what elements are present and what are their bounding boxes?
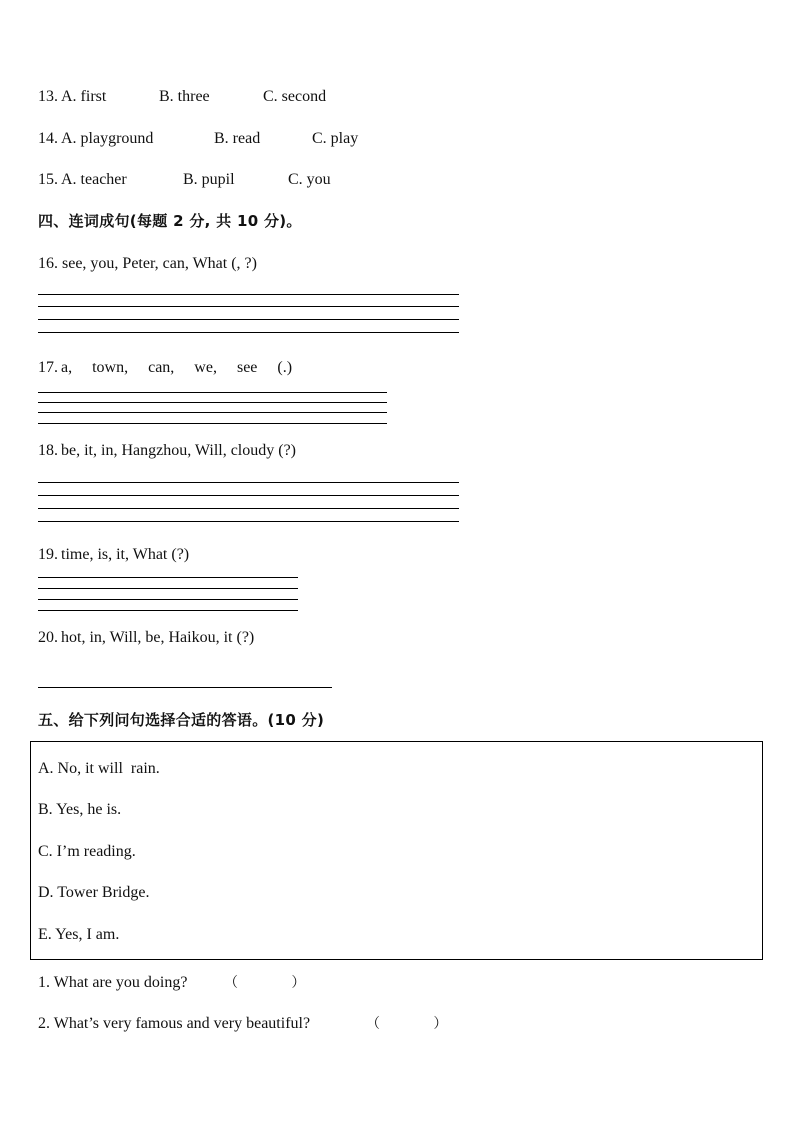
choice-c: C. I’m reading.	[38, 843, 136, 860]
section-4-title: 四、连词成句(每题 2 分, 共 10 分)。	[38, 212, 302, 230]
item-number: 20.	[38, 629, 58, 646]
item-number: 17.	[38, 359, 58, 376]
answer-line[interactable]	[38, 319, 459, 320]
word-list: time, is, it, What (?)	[61, 546, 190, 563]
option-a: A. playground	[61, 130, 154, 147]
answer-blank[interactable]: （ ）	[366, 1016, 448, 1032]
answer-line[interactable]	[38, 423, 387, 424]
question-text: 2. What’s very famous and very beautiful?	[38, 1015, 311, 1032]
answer-line[interactable]	[38, 687, 332, 688]
choice-b: B. Yes, he is.	[38, 801, 122, 818]
word-list: be, it, in, Hangzhou, Will, cloudy (?)	[61, 442, 297, 459]
item-number: 14.	[38, 130, 58, 147]
answer-line[interactable]	[38, 294, 459, 295]
item-number: 13.	[38, 88, 58, 105]
option-c: C. play	[312, 130, 359, 147]
answer-line[interactable]	[38, 412, 387, 413]
answer-line[interactable]	[38, 521, 459, 522]
item-number: 16.	[38, 255, 58, 272]
option-a: A. first	[61, 88, 107, 105]
item-number: 15.	[38, 171, 58, 188]
answer-line[interactable]	[38, 508, 459, 509]
answer-line[interactable]	[38, 332, 459, 333]
option-c: C. second	[263, 88, 327, 105]
word-list: hot, in, Will, be, Haikou, it (?)	[61, 629, 255, 646]
answer-line[interactable]	[38, 577, 298, 578]
option-a: A. teacher	[61, 171, 127, 188]
word-list: a, town, can, we, see (.)	[61, 359, 293, 376]
word-list: see, you, Peter, can, What (, ?)	[58, 255, 257, 272]
answer-line[interactable]	[38, 610, 298, 611]
choice-d: D. Tower Bridge.	[38, 884, 150, 901]
answer-line[interactable]	[38, 392, 387, 393]
section-5-title: 五、给下列问句选择合适的答语。(10 分)	[38, 711, 325, 729]
item-number: 19.	[38, 546, 58, 563]
answer-line[interactable]	[38, 495, 459, 496]
answer-line[interactable]	[38, 306, 459, 307]
answer-blank[interactable]: （ ）	[224, 975, 306, 991]
answer-line[interactable]	[38, 482, 459, 483]
choice-a: A. No, it will rain.	[38, 760, 160, 777]
option-b: B. read	[214, 130, 261, 147]
option-c: C. you	[288, 171, 331, 188]
option-b: B. three	[159, 88, 210, 105]
item-number: 18.	[38, 442, 58, 459]
choice-e: E. Yes, I am.	[38, 926, 120, 943]
option-b: B. pupil	[183, 171, 235, 188]
question-text: 1. What are you doing?	[38, 974, 188, 991]
answer-line[interactable]	[38, 402, 387, 403]
answer-line[interactable]	[38, 599, 298, 600]
answer-line[interactable]	[38, 588, 298, 589]
